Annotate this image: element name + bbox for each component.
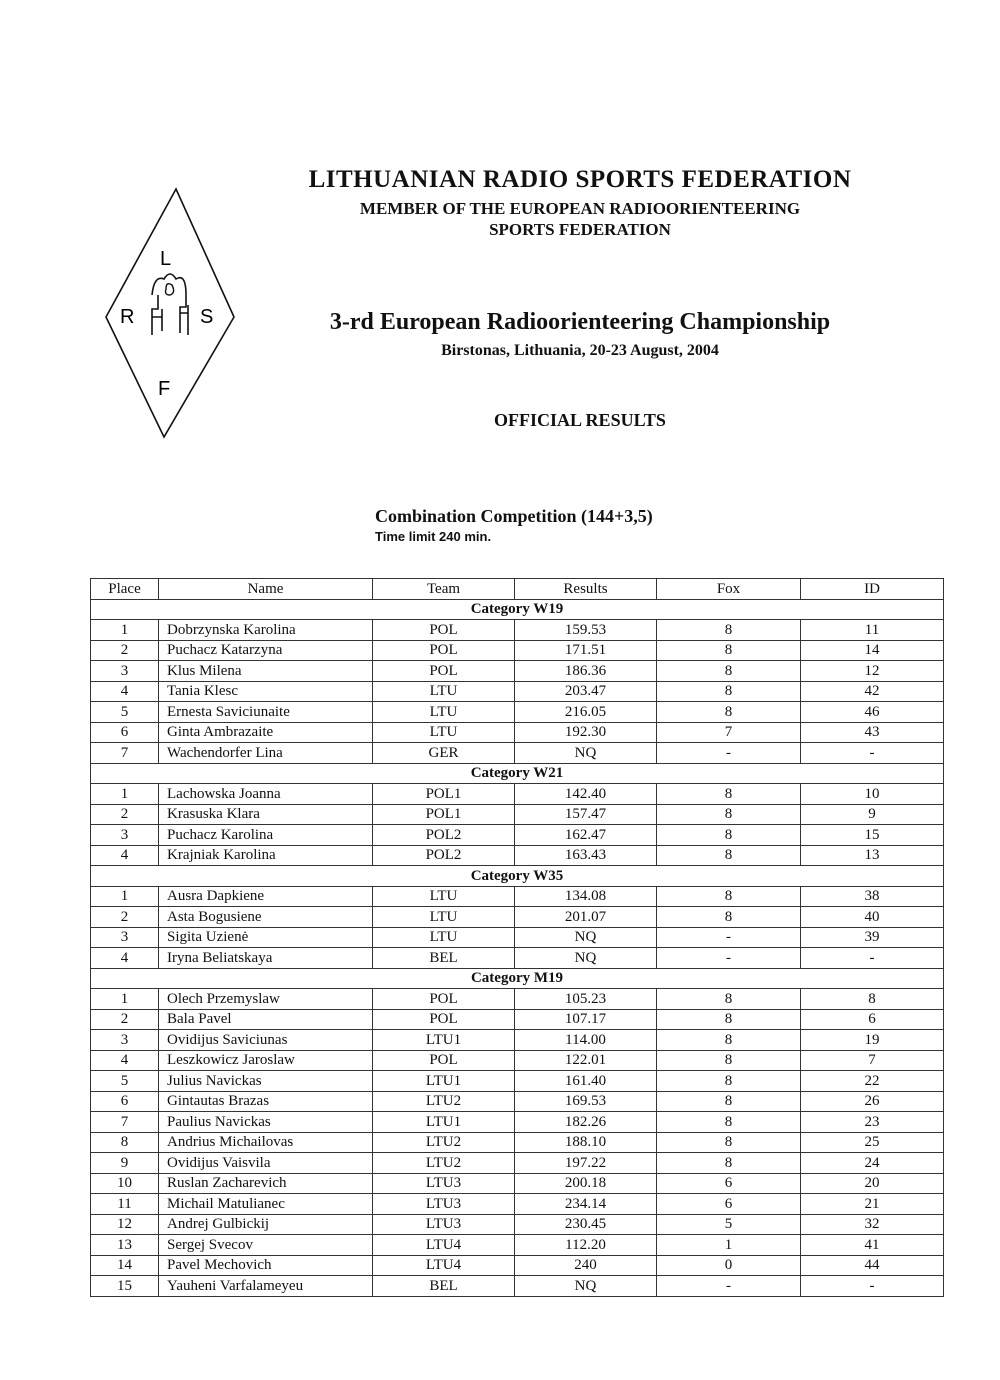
id-cell: 46 [801,702,944,723]
team-cell: POL [373,661,515,682]
name-cell: Bala Pavel [159,1009,373,1030]
place-cell: 8 [91,1132,159,1153]
table-row [91,1173,944,1194]
id-cell: 12 [801,661,944,682]
result-cell: 134.08 [515,886,657,907]
name-cell: Ruslan Zacharevich [159,1173,373,1194]
fox-cell: 8 [657,1050,801,1071]
table-row [91,907,944,928]
table-row [91,1030,944,1051]
team-cell: LTU3 [373,1194,515,1215]
name-cell: Sergej Svecov [159,1235,373,1256]
table-row [91,1194,944,1215]
name-cell: Krasuska Klara [159,804,373,825]
result-cell: 112.20 [515,1235,657,1256]
fox-cell: 8 [657,1132,801,1153]
fox-cell: 8 [657,1071,801,1092]
name-cell: Ernesta Saviciunaite [159,702,373,723]
fox-cell: 8 [657,1030,801,1051]
competition-title: Combination Competition (144+3,5) [375,506,653,526]
column-header-place: Place [91,579,159,600]
official-results-heading: OFFICIAL RESULTS [494,410,666,430]
table-row [91,1235,944,1256]
name-cell: Ovidijus Saviciunas [159,1030,373,1051]
name-cell: Ovidijus Vaisvila [159,1153,373,1174]
result-cell: 192.30 [515,722,657,743]
team-cell: LTU1 [373,1071,515,1092]
fox-cell: 0 [657,1255,801,1276]
id-cell: 24 [801,1153,944,1174]
fox-cell: 6 [657,1194,801,1215]
category-row [91,866,944,887]
team-cell: LTU2 [373,1091,515,1112]
column-header-team: Team [373,579,515,600]
result-cell: NQ [515,927,657,948]
logo-letter-s: S [200,306,214,328]
name-cell: Klus Milena [159,661,373,682]
table-row [91,1214,944,1235]
fox-cell: - [657,743,801,764]
category-label: Category W21 [91,763,944,784]
results-body [91,599,944,1296]
table-row [91,1091,944,1112]
table-row [91,1153,944,1174]
category-label: Category W35 [91,866,944,887]
id-cell: 13 [801,845,944,866]
name-cell: Puchacz Katarzyna [159,640,373,661]
name-cell: Paulius Navickas [159,1112,373,1133]
team-cell: POL2 [373,845,515,866]
fox-cell: 8 [657,989,801,1010]
place-cell: 4 [91,948,159,969]
place-cell: 3 [91,661,159,682]
place-cell: 1 [91,620,159,641]
fox-cell: - [657,927,801,948]
name-cell: Sigita Uzienė [159,927,373,948]
result-cell: 171.51 [515,640,657,661]
team-cell: LTU4 [373,1235,515,1256]
fox-cell: 8 [657,907,801,928]
team-cell: LTU1 [373,1112,515,1133]
fox-cell: 5 [657,1214,801,1235]
team-cell: LTU [373,722,515,743]
table-row [91,620,944,641]
id-cell: 22 [801,1071,944,1092]
place-cell: 10 [91,1173,159,1194]
team-cell: POL [373,1050,515,1071]
team-cell: POL [373,989,515,1010]
fox-cell: 8 [657,1009,801,1030]
team-cell: LTU [373,681,515,702]
name-cell: Tania Klesc [159,681,373,702]
team-cell: POL [373,640,515,661]
results-table [90,578,944,1297]
team-cell: BEL [373,948,515,969]
place-cell: 7 [91,743,159,764]
result-cell: 186.36 [515,661,657,682]
championship-title: 3-rd European Radioorienteering Championship [329,309,831,335]
name-cell: Ginta Ambrazaite [159,722,373,743]
team-cell: LTU3 [373,1173,515,1194]
id-cell: 11 [801,620,944,641]
id-cell: 38 [801,886,944,907]
category-row [91,968,944,989]
category-label: Category W19 [91,599,944,620]
table-row [91,1255,944,1276]
fox-cell: 8 [657,620,801,641]
id-cell: 43 [801,722,944,743]
fox-cell: 8 [657,1112,801,1133]
place-cell: 6 [91,722,159,743]
id-cell: 44 [801,1255,944,1276]
team-cell: GER [373,743,515,764]
fox-cell: 8 [657,804,801,825]
table-row [91,1112,944,1133]
id-cell: 23 [801,1112,944,1133]
name-cell: Puchacz Karolina [159,825,373,846]
name-cell: Leszkowicz Jaroslaw [159,1050,373,1071]
id-cell: 8 [801,989,944,1010]
result-cell: 234.14 [515,1194,657,1215]
fox-cell: 8 [657,886,801,907]
id-cell: 39 [801,927,944,948]
team-cell: LTU [373,886,515,907]
fox-cell: 8 [657,784,801,805]
venue-line: Birstonas, Lithuania, 20-23 August, 2004 [441,342,719,359]
name-cell: Michail Matulianec [159,1194,373,1215]
id-cell: 32 [801,1214,944,1235]
membership-line-1: MEMBER OF THE EUROPEAN RADIOORIENTEERING [359,199,801,218]
name-cell: Olech Przemyslaw [159,989,373,1010]
logo-letter-l: L [160,248,172,270]
competition-info [375,506,653,544]
team-cell: LTU2 [373,1153,515,1174]
table-header-row [91,579,944,600]
id-cell: 26 [801,1091,944,1112]
id-cell: 15 [801,825,944,846]
id-cell: 40 [801,907,944,928]
table-row [91,1009,944,1030]
table-row [91,784,944,805]
result-cell: 216.05 [515,702,657,723]
table-row [91,845,944,866]
category-label: Category M19 [91,968,944,989]
place-cell: 3 [91,927,159,948]
result-cell: NQ [515,948,657,969]
table-row [91,948,944,969]
name-cell: Andrius Michailovas [159,1132,373,1153]
place-cell: 3 [91,1030,159,1051]
name-cell: Ausra Dapkiene [159,886,373,907]
id-cell: 6 [801,1009,944,1030]
id-cell: - [801,948,944,969]
fox-cell: - [657,948,801,969]
result-cell: 105.23 [515,989,657,1010]
team-cell: LTU2 [373,1132,515,1153]
fox-cell: 8 [657,1153,801,1174]
result-cell: 142.40 [515,784,657,805]
result-cell: 240 [515,1255,657,1276]
column-header-id: ID [801,579,944,600]
team-cell: LTU1 [373,1030,515,1051]
place-cell: 1 [91,989,159,1010]
fox-cell: 8 [657,640,801,661]
name-cell: Dobrzynska Karolina [159,620,373,641]
result-cell: NQ [515,743,657,764]
name-cell: Pavel Mechovich [159,1255,373,1276]
table-row [91,743,944,764]
fox-cell: 1 [657,1235,801,1256]
result-cell: NQ [515,1276,657,1297]
result-cell: 182.26 [515,1112,657,1133]
team-cell: LTU4 [373,1255,515,1276]
place-cell: 1 [91,886,159,907]
place-cell: 4 [91,845,159,866]
id-cell: 20 [801,1173,944,1194]
id-cell: 21 [801,1194,944,1215]
place-cell: 2 [91,804,159,825]
name-cell: Julius Navickas [159,1071,373,1092]
result-cell: 162.47 [515,825,657,846]
id-cell: 9 [801,804,944,825]
result-cell: 188.10 [515,1132,657,1153]
lrsf-logo [100,185,240,440]
team-cell: LTU [373,927,515,948]
fox-cell: 6 [657,1173,801,1194]
team-cell: POL2 [373,825,515,846]
id-cell: 25 [801,1132,944,1153]
team-cell: LTU [373,702,515,723]
id-cell: 7 [801,1050,944,1071]
fox-cell: 8 [657,825,801,846]
team-cell: LTU [373,907,515,928]
team-cell: LTU3 [373,1214,515,1235]
result-cell: 122.01 [515,1050,657,1071]
place-cell: 7 [91,1112,159,1133]
team-cell: POL1 [373,804,515,825]
result-cell: 201.07 [515,907,657,928]
table-row [91,640,944,661]
place-cell: 15 [91,1276,159,1297]
table-row [91,1071,944,1092]
table-row [91,1050,944,1071]
name-cell: Wachendorfer Lina [159,743,373,764]
id-cell: - [801,743,944,764]
result-cell: 107.17 [515,1009,657,1030]
place-cell: 11 [91,1194,159,1215]
name-cell: Gintautas Brazas [159,1091,373,1112]
name-cell: Asta Bogusiene [159,907,373,928]
table-row [91,702,944,723]
team-cell: POL [373,1009,515,1030]
table-row [91,1132,944,1153]
place-cell: 6 [91,1091,159,1112]
result-cell: 157.47 [515,804,657,825]
fox-cell: 8 [657,845,801,866]
fox-cell: 8 [657,661,801,682]
table-row [91,886,944,907]
logo-letter-f: F [158,378,171,400]
result-cell: 200.18 [515,1173,657,1194]
place-cell: 9 [91,1153,159,1174]
table-row [91,804,944,825]
place-cell: 2 [91,907,159,928]
place-cell: 5 [91,702,159,723]
place-cell: 12 [91,1214,159,1235]
place-cell: 5 [91,1071,159,1092]
category-row [91,763,944,784]
table-row [91,825,944,846]
id-cell: 14 [801,640,944,661]
column-header-name: Name [159,579,373,600]
name-cell: Yauheni Varfalameyeu [159,1276,373,1297]
table-row [91,927,944,948]
id-cell: 10 [801,784,944,805]
column-header-fox: Fox [657,579,801,600]
membership-line-2: SPORTS FEDERATION [489,220,671,239]
name-cell: Iryna Beliatskaya [159,948,373,969]
result-cell: 230.45 [515,1214,657,1235]
fox-cell: 7 [657,722,801,743]
place-cell: 13 [91,1235,159,1256]
id-cell: 41 [801,1235,944,1256]
result-cell: 197.22 [515,1153,657,1174]
table-row [91,989,944,1010]
name-cell: Andrej Gulbickij [159,1214,373,1235]
fox-cell: - [657,1276,801,1297]
place-cell: 2 [91,1009,159,1030]
team-cell: POL1 [373,784,515,805]
name-cell: Lachowska Joanna [159,784,373,805]
fox-cell: 8 [657,1091,801,1112]
result-cell: 114.00 [515,1030,657,1051]
table-row [91,661,944,682]
fox-cell: 8 [657,702,801,723]
place-cell: 4 [91,1050,159,1071]
result-cell: 161.40 [515,1071,657,1092]
time-limit: Time limit 240 min. [375,529,492,544]
result-cell: 163.43 [515,845,657,866]
result-cell: 169.53 [515,1091,657,1112]
result-cell: 203.47 [515,681,657,702]
team-cell: POL [373,620,515,641]
membership-text [280,198,880,240]
id-cell: - [801,1276,944,1297]
place-cell: 1 [91,784,159,805]
result-cell: 159.53 [515,620,657,641]
logo-letter-r: R [120,306,135,328]
team-cell: BEL [373,1276,515,1297]
table-row [91,722,944,743]
table-row [91,1276,944,1297]
id-cell: 42 [801,681,944,702]
table-row [91,681,944,702]
place-cell: 3 [91,825,159,846]
name-cell: Krajniak Karolina [159,845,373,866]
fox-cell: 8 [657,681,801,702]
category-row [91,599,944,620]
column-header-results: Results [515,579,657,600]
place-cell: 14 [91,1255,159,1276]
federation-title: LITHUANIAN RADIO SPORTS FEDERATION [308,166,852,193]
place-cell: 2 [91,640,159,661]
place-cell: 4 [91,681,159,702]
id-cell: 19 [801,1030,944,1051]
